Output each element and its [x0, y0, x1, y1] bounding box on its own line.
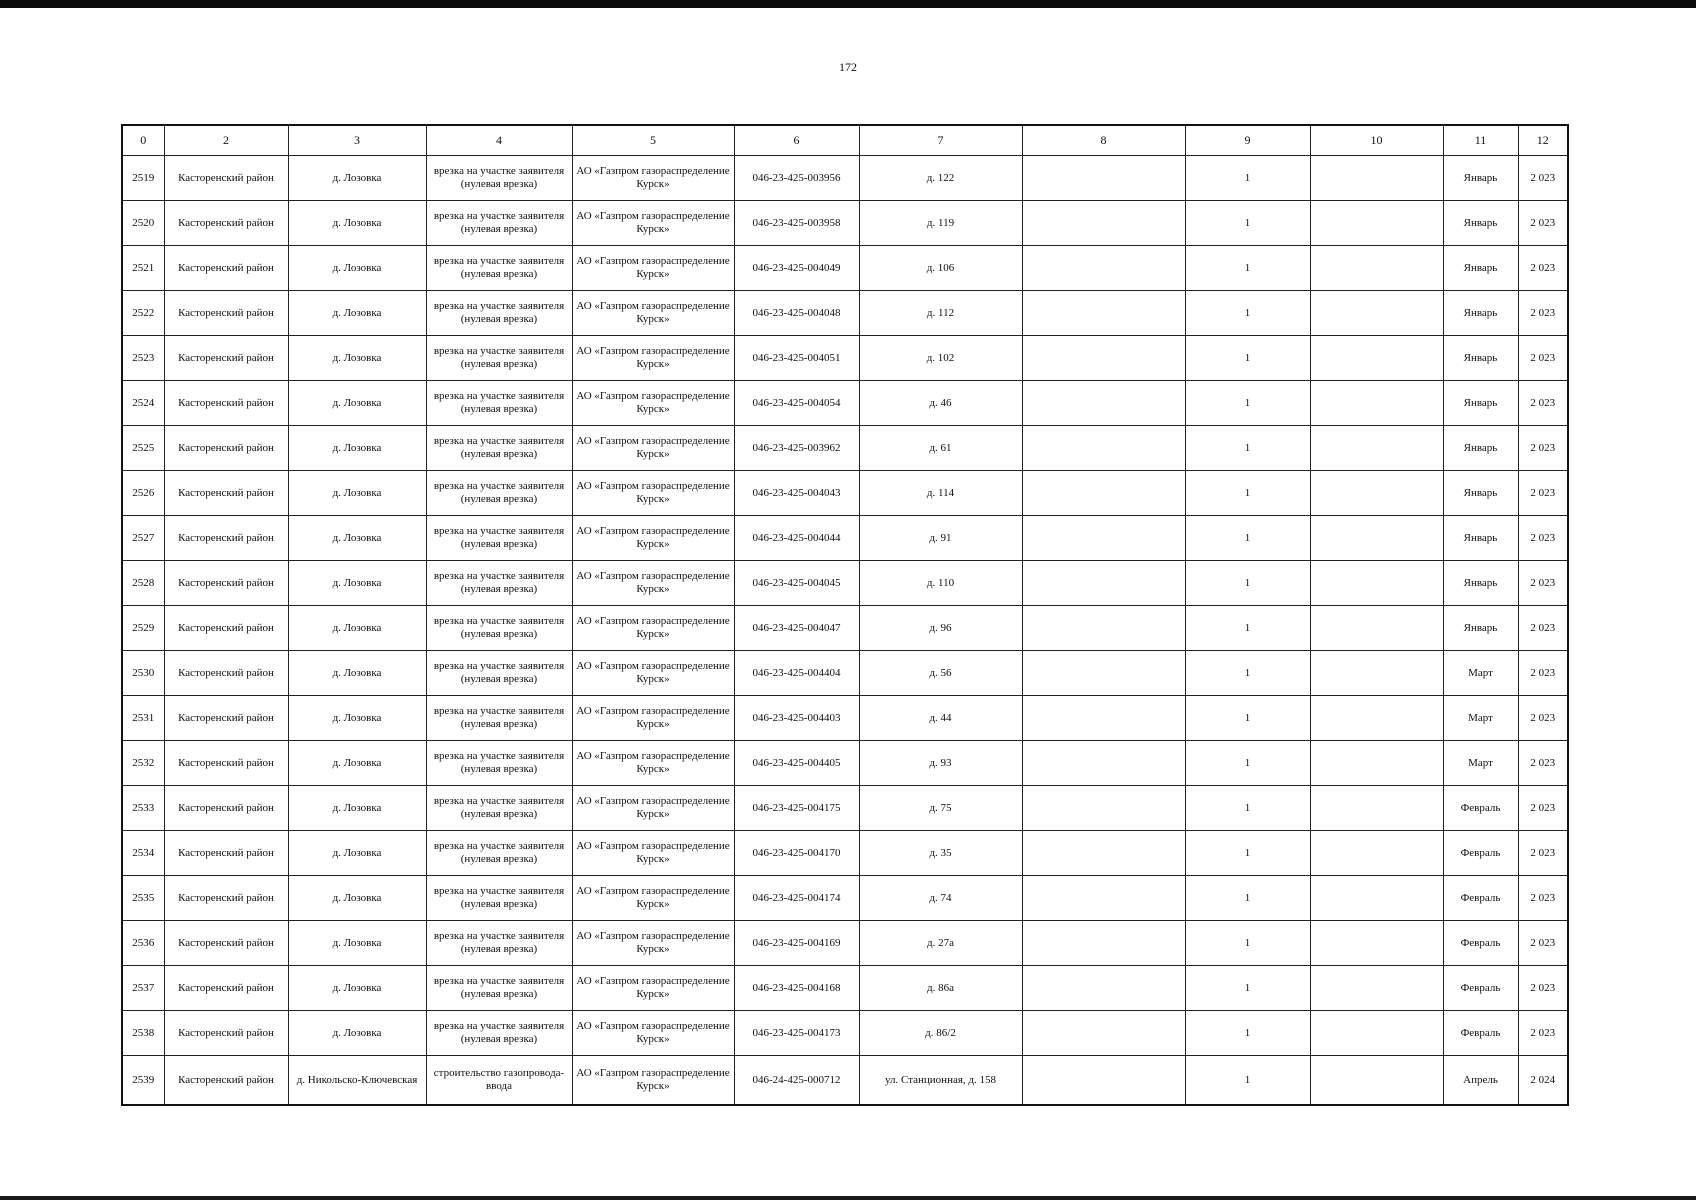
year-cell: 2 023 [1518, 156, 1568, 201]
col8-cell [1022, 1011, 1185, 1056]
quantity-cell: 1 [1185, 201, 1310, 246]
settlement-cell: д. Лозовка [288, 921, 426, 966]
work-type-cell: строительство газопровода-ввода [426, 1056, 572, 1106]
year-cell: 2 023 [1518, 561, 1568, 606]
col10-cell [1310, 426, 1443, 471]
table-row [122, 741, 1568, 786]
quantity-cell: 1 [1185, 651, 1310, 696]
work-type-cell: врезка на участке заявителя (нулевая врезка) [426, 876, 572, 921]
quantity-cell: 1 [1185, 1011, 1310, 1056]
year-cell: 2 023 [1518, 921, 1568, 966]
col10-cell [1310, 156, 1443, 201]
table-row [122, 921, 1568, 966]
row-number: 2538 [122, 1011, 164, 1056]
col8-cell [1022, 246, 1185, 291]
code-cell: 046-23-425-004405 [734, 741, 859, 786]
quantity-cell: 1 [1185, 426, 1310, 471]
col10-cell [1310, 201, 1443, 246]
col8-cell [1022, 606, 1185, 651]
work-type-cell: врезка на участке заявителя (нулевая врезка) [426, 471, 572, 516]
district-cell: Касторенский район [164, 786, 288, 831]
col10-cell [1310, 606, 1443, 651]
col10-cell [1310, 336, 1443, 381]
organization-cell: АО «Газпром газораспределение Курск» [572, 426, 734, 471]
col8-cell [1022, 1056, 1185, 1106]
organization-cell: АО «Газпром газораспределение Курск» [572, 966, 734, 1011]
table-row [122, 471, 1568, 516]
code-cell: 046-23-425-004045 [734, 561, 859, 606]
col8-cell [1022, 336, 1185, 381]
table-row [122, 201, 1568, 246]
code-cell: 046-23-425-003962 [734, 426, 859, 471]
district-cell: Касторенский район [164, 426, 288, 471]
col10-cell [1310, 381, 1443, 426]
row-number: 2521 [122, 246, 164, 291]
col10-cell [1310, 561, 1443, 606]
year-cell: 2 023 [1518, 336, 1568, 381]
table-row [122, 561, 1568, 606]
year-cell: 2 023 [1518, 516, 1568, 561]
table-body [122, 156, 1568, 1106]
col8-cell [1022, 561, 1185, 606]
address-cell: д. 122 [859, 156, 1022, 201]
quantity-cell: 1 [1185, 741, 1310, 786]
year-cell: 2 023 [1518, 786, 1568, 831]
work-type-cell: врезка на участке заявителя (нулевая врезка) [426, 651, 572, 696]
district-cell: Касторенский район [164, 1056, 288, 1106]
year-cell: 2 023 [1518, 831, 1568, 876]
quantity-cell: 1 [1185, 606, 1310, 651]
col8-cell [1022, 291, 1185, 336]
col8-cell [1022, 966, 1185, 1011]
organization-cell: АО «Газпром газораспределение Курск» [572, 606, 734, 651]
table-row [122, 1011, 1568, 1056]
column-header-6: 6 [734, 125, 859, 156]
col10-cell [1310, 786, 1443, 831]
column-header-8: 8 [1022, 125, 1185, 156]
col10-cell [1310, 741, 1443, 786]
quantity-cell: 1 [1185, 471, 1310, 516]
work-type-cell: врезка на участке заявителя (нулевая врезка) [426, 246, 572, 291]
column-header-7: 7 [859, 125, 1022, 156]
row-number: 2530 [122, 651, 164, 696]
month-cell: Март [1443, 696, 1518, 741]
row-number: 2539 [122, 1056, 164, 1106]
year-cell: 2 023 [1518, 426, 1568, 471]
settlement-cell: д. Никольско-Ключевская [288, 1056, 426, 1106]
row-number: 2526 [122, 471, 164, 516]
table-row [122, 291, 1568, 336]
work-type-cell: врезка на участке заявителя (нулевая врезка) [426, 741, 572, 786]
organization-cell: АО «Газпром газораспределение Курск» [572, 831, 734, 876]
district-cell: Касторенский район [164, 516, 288, 561]
district-cell: Касторенский район [164, 696, 288, 741]
organization-cell: АО «Газпром газораспределение Курск» [572, 1011, 734, 1056]
row-number: 2528 [122, 561, 164, 606]
organization-cell: АО «Газпром газораспределение Курск» [572, 741, 734, 786]
year-cell: 2 023 [1518, 471, 1568, 516]
column-header-4: 4 [426, 125, 572, 156]
code-cell: 046-23-425-004049 [734, 246, 859, 291]
settlement-cell: д. Лозовка [288, 1011, 426, 1056]
settlement-cell: д. Лозовка [288, 426, 426, 471]
work-type-cell: врезка на участке заявителя (нулевая врезка) [426, 966, 572, 1011]
row-number: 2523 [122, 336, 164, 381]
quantity-cell: 1 [1185, 516, 1310, 561]
col10-cell [1310, 831, 1443, 876]
row-number: 2529 [122, 606, 164, 651]
address-cell: д. 86а [859, 966, 1022, 1011]
col10-cell [1310, 471, 1443, 516]
month-cell: Январь [1443, 561, 1518, 606]
table-row [122, 246, 1568, 291]
organization-cell: АО «Газпром газораспределение Курск» [572, 336, 734, 381]
organization-cell: АО «Газпром газораспределение Курск» [572, 1056, 734, 1106]
table-row [122, 426, 1568, 471]
col8-cell [1022, 201, 1185, 246]
quantity-cell: 1 [1185, 966, 1310, 1011]
district-cell: Касторенский район [164, 471, 288, 516]
month-cell: Февраль [1443, 876, 1518, 921]
district-cell: Касторенский район [164, 156, 288, 201]
col10-cell [1310, 651, 1443, 696]
year-cell: 2 023 [1518, 966, 1568, 1011]
month-cell: Март [1443, 741, 1518, 786]
month-cell: Январь [1443, 336, 1518, 381]
code-cell: 046-23-425-004173 [734, 1011, 859, 1056]
row-number: 2527 [122, 516, 164, 561]
row-number: 2524 [122, 381, 164, 426]
col8-cell [1022, 741, 1185, 786]
month-cell: Февраль [1443, 786, 1518, 831]
row-number: 2535 [122, 876, 164, 921]
organization-cell: АО «Газпром газораспределение Курск» [572, 471, 734, 516]
district-cell: Касторенский район [164, 291, 288, 336]
col8-cell [1022, 831, 1185, 876]
year-cell: 2 023 [1518, 201, 1568, 246]
district-cell: Касторенский район [164, 966, 288, 1011]
settlement-cell: д. Лозовка [288, 201, 426, 246]
settlement-cell: д. Лозовка [288, 831, 426, 876]
column-header-12: 12 [1518, 125, 1568, 156]
col8-cell [1022, 516, 1185, 561]
quantity-cell: 1 [1185, 381, 1310, 426]
month-cell: Апрель [1443, 1056, 1518, 1106]
row-number: 2531 [122, 696, 164, 741]
table-row [122, 381, 1568, 426]
work-type-cell: врезка на участке заявителя (нулевая врезка) [426, 336, 572, 381]
work-type-cell: врезка на участке заявителя (нулевая врезка) [426, 921, 572, 966]
col10-cell [1310, 876, 1443, 921]
table-row [122, 876, 1568, 921]
organization-cell: АО «Газпром газораспределение Курск» [572, 156, 734, 201]
address-cell: д. 110 [859, 561, 1022, 606]
address-cell: д. 112 [859, 291, 1022, 336]
column-header-3: 3 [288, 125, 426, 156]
code-cell: 046-23-425-004044 [734, 516, 859, 561]
month-cell: Март [1443, 651, 1518, 696]
code-cell: 046-23-425-003958 [734, 201, 859, 246]
district-cell: Касторенский район [164, 336, 288, 381]
row-number: 2520 [122, 201, 164, 246]
address-cell: д. 114 [859, 471, 1022, 516]
address-cell: д. 74 [859, 876, 1022, 921]
col10-cell [1310, 921, 1443, 966]
settlement-cell: д. Лозовка [288, 786, 426, 831]
code-cell: 046-23-425-004174 [734, 876, 859, 921]
code-cell: 046-23-425-003956 [734, 156, 859, 201]
code-cell: 046-23-425-004175 [734, 786, 859, 831]
work-type-cell: врезка на участке заявителя (нулевая врезка) [426, 786, 572, 831]
table-row [122, 786, 1568, 831]
year-cell: 2 023 [1518, 246, 1568, 291]
col8-cell [1022, 876, 1185, 921]
scan-border-bottom [0, 1196, 1696, 1200]
address-cell: д. 44 [859, 696, 1022, 741]
quantity-cell: 1 [1185, 831, 1310, 876]
month-cell: Февраль [1443, 966, 1518, 1011]
code-cell: 046-23-425-004404 [734, 651, 859, 696]
district-cell: Касторенский район [164, 921, 288, 966]
col10-cell [1310, 1011, 1443, 1056]
district-cell: Касторенский район [164, 1011, 288, 1056]
table-row [122, 831, 1568, 876]
address-cell: д. 27а [859, 921, 1022, 966]
address-cell: д. 46 [859, 381, 1022, 426]
district-cell: Касторенский район [164, 606, 288, 651]
district-cell: Касторенский район [164, 561, 288, 606]
settlement-cell: д. Лозовка [288, 516, 426, 561]
settlement-cell: д. Лозовка [288, 966, 426, 1011]
district-cell: Касторенский район [164, 831, 288, 876]
table-row [122, 696, 1568, 741]
year-cell: 2 024 [1518, 1056, 1568, 1106]
code-cell: 046-23-425-004043 [734, 471, 859, 516]
month-cell: Январь [1443, 426, 1518, 471]
organization-cell: АО «Газпром газораспределение Курск» [572, 516, 734, 561]
code-cell: 046-23-425-004168 [734, 966, 859, 1011]
address-cell: д. 75 [859, 786, 1022, 831]
row-number: 2533 [122, 786, 164, 831]
month-cell: Январь [1443, 381, 1518, 426]
work-type-cell: врезка на участке заявителя (нулевая врезка) [426, 1011, 572, 1056]
column-header-9: 9 [1185, 125, 1310, 156]
year-cell: 2 023 [1518, 1011, 1568, 1056]
district-cell: Касторенский район [164, 201, 288, 246]
column-header-0: 0 [122, 125, 164, 156]
district-cell: Касторенский район [164, 381, 288, 426]
quantity-cell: 1 [1185, 921, 1310, 966]
table-row [122, 1056, 1568, 1106]
code-cell: 046-23-425-004403 [734, 696, 859, 741]
settlement-cell: д. Лозовка [288, 606, 426, 651]
table-row [122, 606, 1568, 651]
col8-cell [1022, 426, 1185, 471]
settlement-cell: д. Лозовка [288, 246, 426, 291]
work-type-cell: врезка на участке заявителя (нулевая врезка) [426, 201, 572, 246]
quantity-cell: 1 [1185, 561, 1310, 606]
year-cell: 2 023 [1518, 696, 1568, 741]
work-type-cell: врезка на участке заявителя (нулевая врезка) [426, 606, 572, 651]
organization-cell: АО «Газпром газораспределение Курск» [572, 381, 734, 426]
quantity-cell: 1 [1185, 291, 1310, 336]
address-cell: д. 93 [859, 741, 1022, 786]
address-cell: д. 61 [859, 426, 1022, 471]
quantity-cell: 1 [1185, 1056, 1310, 1106]
month-cell: Январь [1443, 291, 1518, 336]
work-type-cell: врезка на участке заявителя (нулевая врезка) [426, 156, 572, 201]
work-type-cell: врезка на участке заявителя (нулевая врезка) [426, 381, 572, 426]
col8-cell [1022, 921, 1185, 966]
address-cell: ул. Станционная, д. 158 [859, 1056, 1022, 1106]
district-cell: Касторенский район [164, 876, 288, 921]
col10-cell [1310, 246, 1443, 291]
month-cell: Январь [1443, 201, 1518, 246]
quantity-cell: 1 [1185, 156, 1310, 201]
row-number: 2522 [122, 291, 164, 336]
year-cell: 2 023 [1518, 651, 1568, 696]
col10-cell [1310, 696, 1443, 741]
code-cell: 046-24-425-000712 [734, 1056, 859, 1106]
code-cell: 046-23-425-004051 [734, 336, 859, 381]
quantity-cell: 1 [1185, 786, 1310, 831]
code-cell: 046-23-425-004170 [734, 831, 859, 876]
settlement-cell: д. Лозовка [288, 741, 426, 786]
col8-cell [1022, 156, 1185, 201]
code-cell: 046-23-425-004048 [734, 291, 859, 336]
address-cell: д. 35 [859, 831, 1022, 876]
settlement-cell: д. Лозовка [288, 291, 426, 336]
month-cell: Февраль [1443, 1011, 1518, 1056]
month-cell: Январь [1443, 516, 1518, 561]
work-type-cell: врезка на участке заявителя (нулевая врезка) [426, 561, 572, 606]
year-cell: 2 023 [1518, 291, 1568, 336]
quantity-cell: 1 [1185, 876, 1310, 921]
address-cell: д. 56 [859, 651, 1022, 696]
work-type-cell: врезка на участке заявителя (нулевая врезка) [426, 696, 572, 741]
row-number: 2537 [122, 966, 164, 1011]
settlement-cell: д. Лозовка [288, 696, 426, 741]
district-cell: Касторенский район [164, 246, 288, 291]
month-cell: Февраль [1443, 921, 1518, 966]
col10-cell [1310, 1056, 1443, 1106]
col8-cell [1022, 471, 1185, 516]
column-header-10: 10 [1310, 125, 1443, 156]
work-type-cell: врезка на участке заявителя (нулевая врезка) [426, 426, 572, 471]
year-cell: 2 023 [1518, 606, 1568, 651]
settlement-cell: д. Лозовка [288, 471, 426, 516]
code-cell: 046-23-425-004047 [734, 606, 859, 651]
settlement-cell: д. Лозовка [288, 651, 426, 696]
col8-cell [1022, 381, 1185, 426]
settlement-cell: д. Лозовка [288, 156, 426, 201]
month-cell: Февраль [1443, 831, 1518, 876]
col8-cell [1022, 696, 1185, 741]
month-cell: Январь [1443, 606, 1518, 651]
district-cell: Касторенский район [164, 651, 288, 696]
organization-cell: АО «Газпром газораспределение Курск» [572, 696, 734, 741]
organization-cell: АО «Газпром газораспределение Курск» [572, 201, 734, 246]
row-number: 2534 [122, 831, 164, 876]
quantity-cell: 1 [1185, 336, 1310, 381]
address-cell: д. 119 [859, 201, 1022, 246]
table-row [122, 156, 1568, 201]
address-cell: д. 96 [859, 606, 1022, 651]
table-row [122, 336, 1568, 381]
settlement-cell: д. Лозовка [288, 876, 426, 921]
district-cell: Касторенский район [164, 741, 288, 786]
quantity-cell: 1 [1185, 246, 1310, 291]
year-cell: 2 023 [1518, 876, 1568, 921]
page-number: 172 [839, 60, 857, 74]
work-type-cell: врезка на участке заявителя (нулевая врезка) [426, 516, 572, 561]
table-row [122, 516, 1568, 561]
organization-cell: АО «Газпром газораспределение Курск» [572, 786, 734, 831]
row-number: 2536 [122, 921, 164, 966]
quantity-cell: 1 [1185, 696, 1310, 741]
organization-cell: АО «Газпром газораспределение Курск» [572, 561, 734, 606]
header-row [122, 125, 1568, 156]
settlement-cell: д. Лозовка [288, 336, 426, 381]
month-cell: Январь [1443, 246, 1518, 291]
table-row [122, 966, 1568, 1011]
month-cell: Январь [1443, 156, 1518, 201]
row-number: 2532 [122, 741, 164, 786]
col10-cell [1310, 516, 1443, 561]
month-cell: Январь [1443, 471, 1518, 516]
table-row [122, 651, 1568, 696]
data-table [121, 124, 1569, 1106]
address-cell: д. 91 [859, 516, 1022, 561]
row-number: 2525 [122, 426, 164, 471]
work-type-cell: врезка на участке заявителя (нулевая врезка) [426, 831, 572, 876]
address-cell: д. 86/2 [859, 1011, 1022, 1056]
code-cell: 046-23-425-004169 [734, 921, 859, 966]
settlement-cell: д. Лозовка [288, 381, 426, 426]
work-type-cell: врезка на участке заявителя (нулевая врезка) [426, 291, 572, 336]
col8-cell [1022, 786, 1185, 831]
settlement-cell: д. Лозовка [288, 561, 426, 606]
col8-cell [1022, 651, 1185, 696]
address-cell: д. 102 [859, 336, 1022, 381]
organization-cell: АО «Газпром газораспределение Курск» [572, 291, 734, 336]
col10-cell [1310, 966, 1443, 1011]
row-number: 2519 [122, 156, 164, 201]
year-cell: 2 023 [1518, 381, 1568, 426]
organization-cell: АО «Газпром газораспределение Курск» [572, 651, 734, 696]
column-header-11: 11 [1443, 125, 1518, 156]
year-cell: 2 023 [1518, 741, 1568, 786]
col10-cell [1310, 291, 1443, 336]
organization-cell: АО «Газпром газораспределение Курск» [572, 246, 734, 291]
organization-cell: АО «Газпром газораспределение Курск» [572, 876, 734, 921]
scan-border-top [0, 0, 1696, 8]
column-header-2: 2 [164, 125, 288, 156]
code-cell: 046-23-425-004054 [734, 381, 859, 426]
column-header-5: 5 [572, 125, 734, 156]
organization-cell: АО «Газпром газораспределение Курск» [572, 921, 734, 966]
address-cell: д. 106 [859, 246, 1022, 291]
